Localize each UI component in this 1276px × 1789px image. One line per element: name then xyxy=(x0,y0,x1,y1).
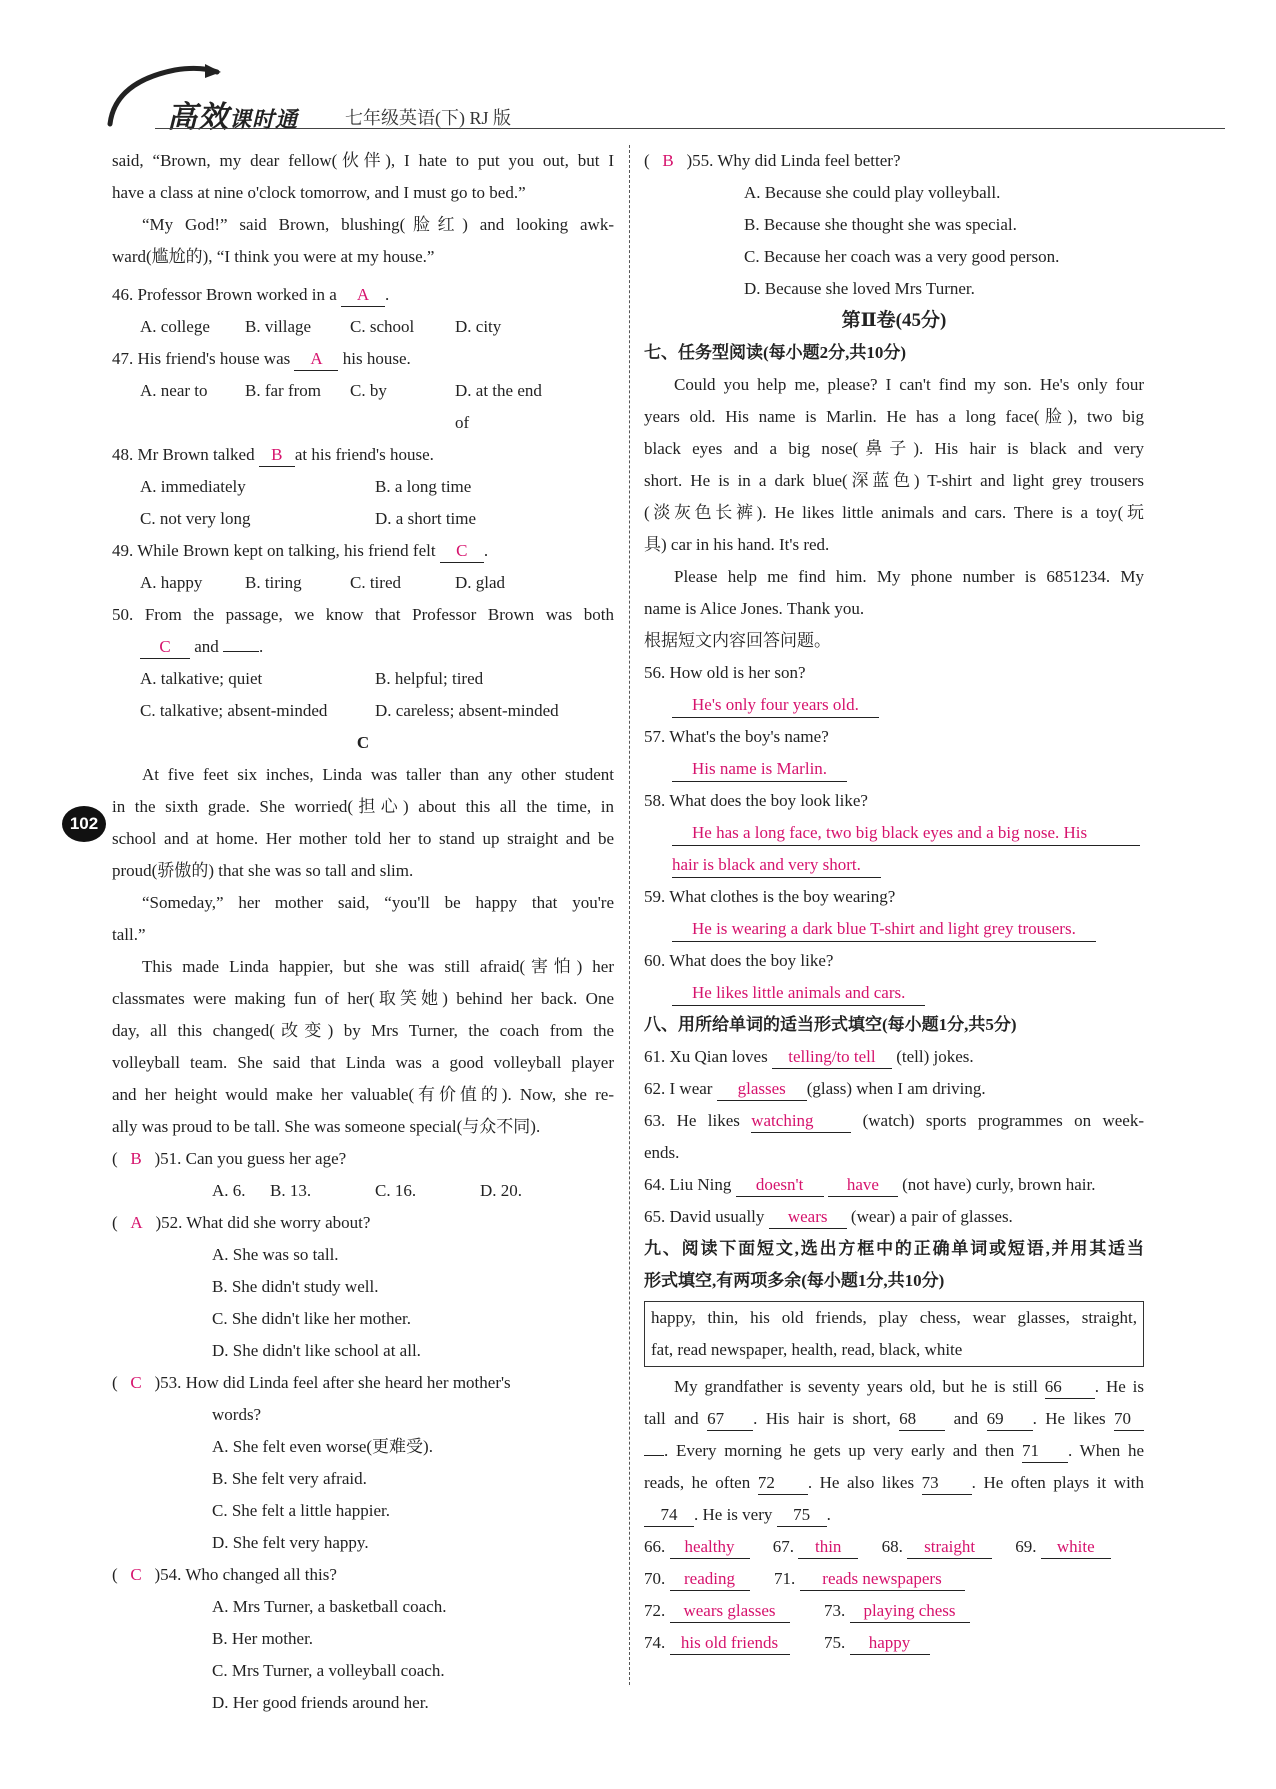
question-59: 59. What clothes is the boy wearing? xyxy=(644,887,896,906)
question-55: ( B )55. Why did Linda feel better? xyxy=(644,151,901,170)
options-50: A. talkative; quiet B. helpful; tired xyxy=(140,669,484,688)
answer-49: C xyxy=(440,540,484,563)
page-header xyxy=(105,62,1135,132)
option: C. Mrs Turner, a volleyball coach. xyxy=(212,1661,445,1680)
answer-65: wears xyxy=(769,1206,847,1229)
question-50-blanks: C and . xyxy=(112,631,614,663)
question-49: 49. While Brown kept on talking, his friend felt C . xyxy=(112,535,614,567)
passage-line: classmates were making fun of her(取笑她) behind her back. One xyxy=(112,989,614,1008)
options-49: A. happy B. tiring C. tired D. glad xyxy=(140,573,506,592)
page-number-badge: 102 xyxy=(62,806,106,842)
brand-title xyxy=(167,92,298,136)
passage-line: “Someday,” her mother said, “you'll be happy that you're xyxy=(142,893,614,912)
answer-50: C xyxy=(140,636,190,659)
options-46: A. college B. village C. school D. city xyxy=(140,317,502,336)
header-rule xyxy=(155,128,1225,129)
question-56: 56. How old is her son? xyxy=(644,663,806,682)
passage-line: name is Alice Jones. Thank you. xyxy=(644,599,865,618)
blank-50b xyxy=(223,651,259,652)
option: C. Because her coach was a very good person. xyxy=(744,247,1060,266)
option: B. Her mother. xyxy=(212,1629,314,1648)
passage-line: in the sixth grade. She worried(担心) about this all the time, in xyxy=(112,797,614,816)
option: D. She felt very happy. xyxy=(212,1533,369,1552)
question-48: 48. Mr Brown talked B at his friend's house. xyxy=(112,439,614,471)
question-62: 62. I wear glasses (glass) when I am driving. xyxy=(644,1073,1144,1105)
cloze-answer: 72. wears glasses xyxy=(644,1595,824,1627)
answer-46: A xyxy=(341,284,385,307)
option: B. She didn't study well. xyxy=(212,1277,379,1296)
question-54: ( C )54. Who changed all this? xyxy=(112,1565,337,1584)
passage-line: years old. His name is Marlin. He has a long face(脸), two big xyxy=(644,407,1144,426)
cloze-line: My grandfather is seventy years old, but he is still 66 . He is xyxy=(644,1371,1144,1403)
options-48: C. not very long D. a short time xyxy=(140,509,477,528)
passage-line: volleyball team. She said that Linda was a good volleyball player xyxy=(112,1053,614,1072)
brand-main: 高效 xyxy=(167,101,229,134)
answer-60: He likes little animals and cars. xyxy=(672,981,925,1006)
question-65: 65. David usually wears (wear) a pair of glasses. xyxy=(644,1201,1144,1233)
passage-line: and her height would make her valuable(有价值的). Now, she re- xyxy=(112,1085,614,1104)
column-divider xyxy=(629,145,630,1685)
story-line: “My God!” said Brown, blushing(脸红) and looking awk- xyxy=(142,215,614,234)
story-line: have a class at nine o'clock tomorrow, and I must go to bed.” xyxy=(112,183,526,202)
passage-line: (淡灰色长裤). He likes little animals and cars. There is a toy(玩 xyxy=(644,503,1144,522)
cloze-answer: 69. white xyxy=(1015,1531,1144,1563)
cloze-answer: 67. thin xyxy=(773,1531,882,1563)
section-7-title: 七、任务型阅读(每小题2分,共10分) xyxy=(644,343,907,362)
question-46: 46. Professor Brown worked in a A . xyxy=(112,279,614,311)
answer-64b: have xyxy=(828,1174,898,1197)
question-53: ( C )53. How did Linda feel after she heard her mother's xyxy=(112,1373,511,1392)
cloze-answers-row xyxy=(644,1563,1144,1595)
answer-56: He's only four years old. xyxy=(672,693,879,718)
story-line: said, “Brown, my dear fellow(伙伴), I hate to put you out, but I xyxy=(112,151,614,170)
cloze-line: tall and 67 . His hair is short, 68 and 69 . He likes 70 xyxy=(644,1403,1144,1435)
options-47: A. near to B. far from C. by D. at the end of xyxy=(140,381,542,432)
answer-57: His name is Marlin. xyxy=(672,757,847,782)
book-subtitle: 七年级英语(下) RJ 版 xyxy=(345,108,511,128)
section-9-title: 九、阅读下面短文,选出方框中的正确单词或短语,并用其适当 xyxy=(644,1239,1144,1258)
cloze-answer: 74. his old friends xyxy=(644,1627,824,1659)
passage-line: ally was proud to be tall. She was someone special(与众不同). xyxy=(112,1117,541,1136)
options-51: A. 6. B. 13. C. 16. D. 20. xyxy=(212,1181,523,1200)
passage-line: short. He is in a dark blue(深蓝色) T-shirt and light grey trousers xyxy=(644,471,1144,490)
question-57: 57. What's the boy's name? xyxy=(644,727,829,746)
passage-line: 具) car in his hand. It's red. xyxy=(644,535,830,554)
cloze-line: reads, he often 72 . He also likes 73 . He often plays it with xyxy=(644,1467,1144,1499)
option: D. Because she loved Mrs Turner. xyxy=(744,279,975,298)
option: C. She didn't like her mother. xyxy=(212,1309,412,1328)
passage-line: proud(骄傲的) that she was so tall and slim. xyxy=(112,861,414,880)
answer-63: watching xyxy=(751,1110,851,1133)
question-63-cont: ends. xyxy=(644,1143,680,1162)
left-column xyxy=(112,145,614,1719)
answer-54: C xyxy=(130,1565,142,1584)
cloze-line: . Every morning he gets up very early and then 71 . When he xyxy=(644,1435,1144,1467)
option: A. She was so tall. xyxy=(212,1245,339,1264)
answer-64a: doesn't xyxy=(736,1174,824,1197)
question-64: 64. Liu Ning doesn't have (not have) curly, brown hair. xyxy=(644,1169,1144,1201)
instruction: 根据短文内容回答问题。 xyxy=(644,631,831,650)
option: A. She felt even worse(更难受). xyxy=(212,1437,433,1456)
passage-line: At five feet six inches, Linda was taller than any other student xyxy=(142,765,614,784)
option: C. She felt a little happier. xyxy=(212,1501,390,1520)
cloze-answers-row xyxy=(644,1627,1144,1659)
cloze-answer: 75. happy xyxy=(824,1627,1024,1659)
cloze-answers-row xyxy=(644,1595,1144,1627)
question-50: 50. From the passage, we know that Professor Brown was both xyxy=(112,605,614,624)
question-52: ( A )52. What did she worry about? xyxy=(112,1213,371,1232)
cloze-answer: 71. reads newspapers xyxy=(774,1563,1034,1595)
question-58: 58. What does the boy look like? xyxy=(644,791,868,810)
question-63: 63. He likes watching (watch) sports programmes on week- xyxy=(644,1105,1144,1137)
option: B. Because she thought she was special. xyxy=(744,215,1017,234)
cloze-answer: 66. healthy xyxy=(644,1531,773,1563)
option: B. She felt very afraid. xyxy=(212,1469,367,1488)
answer-55: B xyxy=(662,151,674,170)
section-heading: C xyxy=(356,733,370,752)
option: A. Mrs Turner, a basketball coach. xyxy=(212,1597,447,1616)
question-53-cont: words? xyxy=(212,1405,262,1424)
part-2-title: 第Ⅱ卷(45分) xyxy=(841,310,947,331)
cloze-line: 74 . He is very 75 . xyxy=(644,1499,1144,1531)
answer-62: glasses xyxy=(717,1078,807,1101)
cloze-answer: 70. reading xyxy=(644,1563,774,1595)
story-line: ward(尴尬的), “I think you were at my house.” xyxy=(112,247,435,266)
question-51: ( B )51. Can you guess her age? xyxy=(112,1149,347,1168)
question-60: 60. What does the boy like? xyxy=(644,951,834,970)
options-50: C. talkative; absent-minded D. careless; absent-minded xyxy=(140,701,559,720)
passage-line: tall.” xyxy=(112,925,146,944)
answer-58: He has a long face, two big black eyes and a big nose. His xyxy=(672,821,1140,846)
answer-48: B xyxy=(259,444,295,467)
option: A. Because she could play volleyball. xyxy=(744,183,1001,202)
passage-line: Please help me find him. My phone number is 6851234. My xyxy=(674,567,1144,586)
answer-51: B xyxy=(130,1149,142,1168)
section-9-title-cont: 形式填空,有两项多余(每小题1分,共10分) xyxy=(644,1271,945,1290)
answer-58-cont: hair is black and very short. xyxy=(672,853,881,878)
question-61: 61. Xu Qian loves telling/to tell (tell) jokes. xyxy=(644,1041,1144,1073)
passage-line: black eyes and a big nose(鼻子). His hair is black and very xyxy=(644,439,1144,458)
word-box: happy, thin, his old friends, play chess, wear glasses, straight, fat, read newspaper, health, read, black, white xyxy=(644,1301,1144,1367)
cloze-answers-row xyxy=(644,1531,1144,1563)
passage-line: Could you help me, please? I can't find my son. He's only four xyxy=(674,375,1144,394)
passage-line: day, all this changed(改变) by Mrs Turner, the coach from the xyxy=(112,1021,614,1040)
passage-line: school and at home. Her mother told her to stand up straight and be xyxy=(112,829,614,848)
cloze-answer: 73. playing chess xyxy=(824,1595,1024,1627)
answer-59: He is wearing a dark blue T-shirt and light grey trousers. xyxy=(672,917,1096,942)
answer-61: telling/to tell xyxy=(772,1046,892,1069)
section-8-title: 八、用所给单词的适当形式填空(每小题1分,共5分) xyxy=(644,1015,1017,1034)
answer-52: A xyxy=(130,1213,143,1232)
answer-47: A xyxy=(294,348,338,371)
options-48: A. immediately B. a long time xyxy=(140,477,472,496)
cloze-answer: 68. straight xyxy=(882,1531,1016,1563)
passage-line: This made Linda happier, but she was still afraid(害怕) her xyxy=(142,957,614,976)
right-column xyxy=(644,145,1144,1659)
answer-53: C xyxy=(130,1373,142,1392)
brand-sub: 课时通 xyxy=(229,107,299,132)
question-47: 47. His friend's house was A his house. xyxy=(112,343,614,375)
option: D. She didn't like school at all. xyxy=(212,1341,421,1360)
option: D. Her good friends around her. xyxy=(212,1693,429,1712)
